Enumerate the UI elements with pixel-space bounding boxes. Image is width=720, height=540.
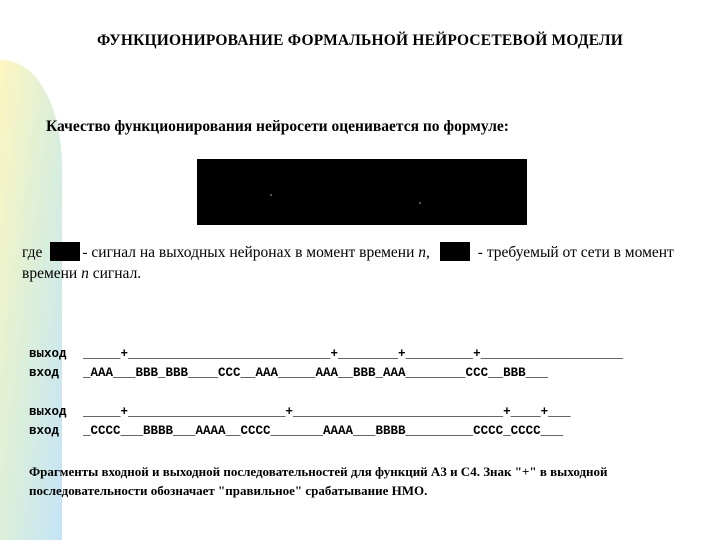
input-sequence: _CCCC___BBBB___AAAA__CCCC_______AAAA___BBBB_________CCCC_CCCC___	[83, 424, 564, 438]
caption-text: Фрагменты входной и выходной последовательностей для функций A3 и C4. Знак "+" в выходной последовательности обозначает "правильное" срабатывание НМО.	[29, 464, 608, 498]
input-label: вход	[29, 366, 60, 380]
symbol-definitions: где - сигнал на выходных нейронах в момент времени n, - требуемый от сети в момент времени n сигнал.	[22, 244, 674, 282]
slide-title: ФУНКЦИОНИРОВАНИЕ ФОРМАЛЬНОЙ НЕЙРОСЕТЕВОЙ МОДЕЛИ	[96, 32, 624, 49]
output-signal-symbol-redacted	[50, 242, 80, 261]
output-sequence-row	[29, 403, 709, 422]
formula-intro: Качество функционирования нейросети оценивается по формуле:	[46, 118, 509, 135]
input-label: вход	[29, 424, 60, 438]
output-label: выход	[29, 347, 67, 361]
where-word: где	[22, 244, 43, 261]
sequence-block-c4	[29, 403, 709, 441]
input-sequence: _AAA___BBB_BBB____CCC__AAA_____AAA__BBB_AAA________CCC__BBB___	[83, 366, 549, 380]
output-sequence: _____+_____________________+____________________________+____+___	[83, 405, 571, 419]
output-label: выход	[29, 405, 67, 419]
input-sequence-row	[29, 364, 709, 383]
output-sequence: _____+___________________________+________+_________+___________________	[83, 347, 624, 361]
formula-image-redacted	[197, 159, 527, 225]
sequence-block-a3	[29, 345, 709, 383]
input-sequence-row	[29, 422, 709, 441]
target-signal-symbol-redacted	[440, 242, 470, 261]
output-sequence-row	[29, 345, 709, 364]
